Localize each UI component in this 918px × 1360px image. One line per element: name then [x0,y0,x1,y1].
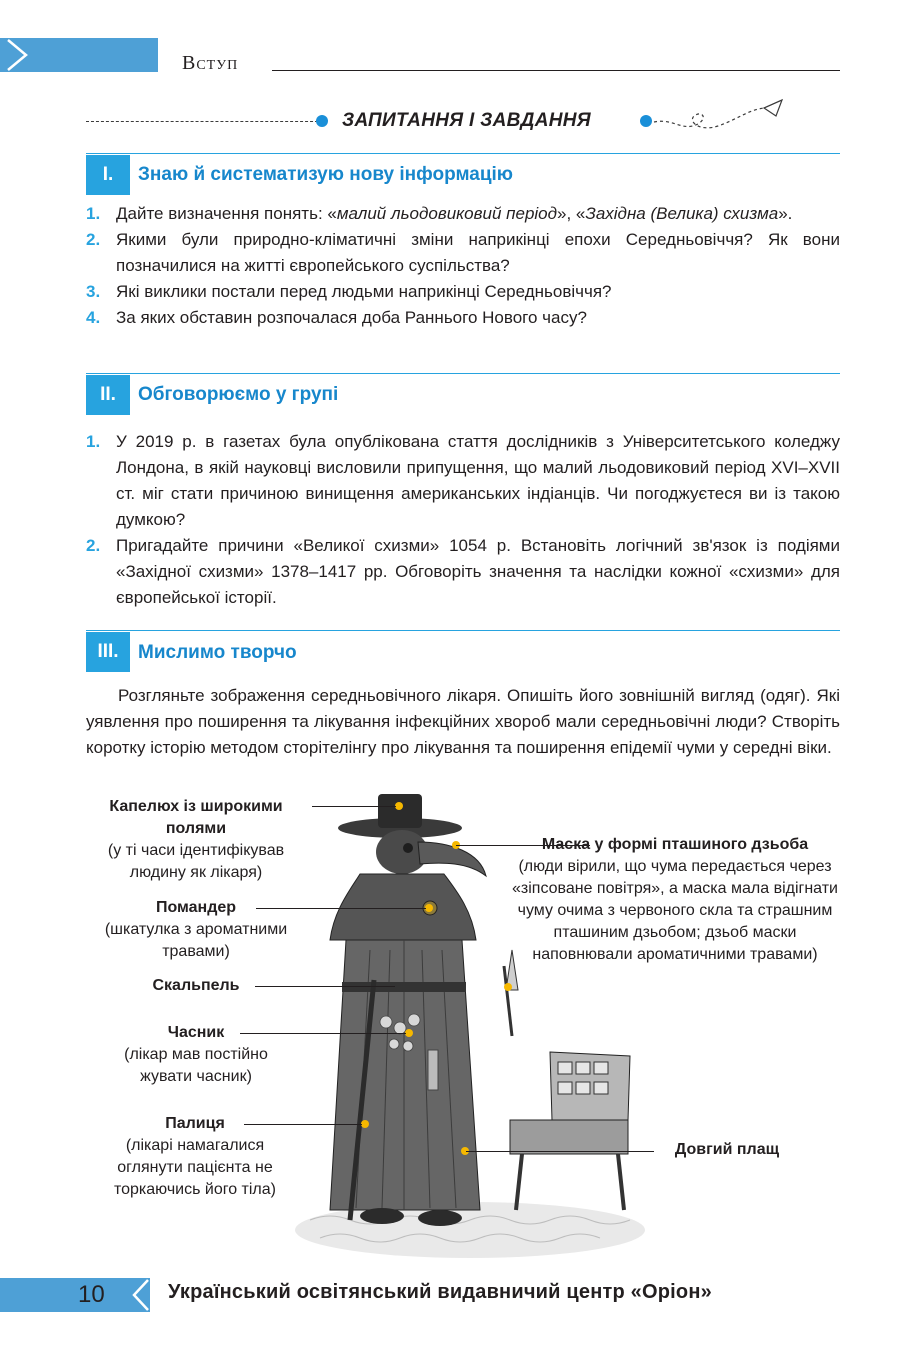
marker-pomander [425,904,433,912]
list-item-text: Дайте визначення понять: «малий льодовиковий період», «Західна (Велика) схизма». [116,204,793,223]
label-garlic-title: Часник [167,1024,225,1041]
chevron-right-icon [0,38,40,72]
marker-hat [395,802,403,810]
label-scalpel [86,975,306,997]
list-item [86,201,840,227]
label-hat-title: Капелюх із широкими полями [109,798,283,837]
list-item-number: 4. [86,308,101,327]
page-number: 10 [78,1281,105,1308]
questions-banner-title: ЗАПИТАННЯ І ЗАВДАННЯ [342,110,591,131]
publisher-name: Український освітянський видавничий центр «Оріон» [168,1281,712,1303]
paper-plane-icon [652,96,792,136]
section-1-list [86,201,840,331]
banner-dot-right [640,115,652,127]
section-2-number: II. [86,375,130,415]
banner-dot-left [316,115,328,127]
list-item-number: 1. [86,432,101,451]
list-item [86,533,840,611]
label-hat-note: (у ті часи ідентифікував людину як лікаря) [107,842,285,881]
chapter-title: Вступ [182,52,239,74]
section-3-rule [86,630,840,631]
label-mask-note: (люди вірили, що чума передається через «зіпсоване повітря», а маска мала відігнати чуму очима з червоного скла та страшним пташиним дзьобом; дзьоб маски наповнювали ароматичними травами) [512,858,838,963]
label-stick-note: (лікарі намагалися оглянути пацієнта не торкаючись його тіла) [113,1137,276,1198]
label-pomander-note: (шкатулка з ароматними травами) [104,921,288,960]
banner-dash-left [86,121,318,122]
list-item [86,429,840,533]
label-garlic [96,1022,296,1088]
list-item-text: Пригадайте причини «Великої схизми» 1054 р. Встановіть логічний зв'язок із подіями «Західної схизми» 1378–1417 рр. Обговоріть значення та наслідки кожної «схизми» для європейської історії. [116,536,840,607]
list-item-number: 2. [86,230,101,249]
section-3-paragraph: Розгляньте зображення середньовічного лікаря. Опишіть його зовнішній вигляд (одяг). Які уявлення про поширення та лікування інфекційних хвороб мали середньовічні люди? Створіть коротку історію методом сторітелінгу про лікування та поширення епідемії чуми у середні віки. [86,686,840,757]
list-item-text: У 2019 р. в газетах була опублікована стаття дослідників з Університетського коледжу Лондона, в якій науковці висловили припущення, що малий льодовиковий період XVI–XVII ст. міг стати причиною винищення американських індіанців. Чи погоджуєтеся ви із такою думкою? [116,432,840,529]
section-2-rule [86,373,840,374]
list-item [86,305,840,331]
list-item [86,227,840,279]
section-1-title: Знаю й систематизую нову інформацію [138,164,514,185]
list-item-text: За яких обставин розпочалася доба Раннього Нового часу? [116,308,587,327]
header-rule [272,70,840,71]
section-3-number: III. [86,632,130,672]
marker-stick [361,1120,369,1128]
marker-garlic [405,1029,413,1037]
chevron-left-icon [128,1278,152,1312]
label-mask-title: Маска у формі пташиного дзьоба [541,836,809,853]
list-item-text: Якими були природно-кліматичні зміни наприкінці епохи Середньовіччя? Як вони позначилися на житті європейського суспільства? [116,230,840,275]
section-1-number: I. [86,155,130,195]
marker-scalpel-hand [504,983,512,991]
section-2-title: Обговорюємо у групі [138,384,339,405]
label-stick [92,1113,298,1201]
list-item-number: 2. [86,536,101,555]
label-cloak-title: Довгий плащ [674,1141,780,1158]
section-3-title: Мислимо творчо [138,642,297,663]
label-pomander-title: Помандер [155,899,237,916]
list-item-number: 3. [86,282,101,301]
section-2-list [86,429,840,611]
label-pomander [86,897,306,963]
section-1-rule [86,153,840,154]
label-scalpel-title: Скальпель [152,977,240,994]
list-item-number: 1. [86,204,101,223]
list-item-text: Які виклики постали перед людьми наприкінці Середньовіччя? [116,282,612,301]
label-cloak [660,1139,794,1161]
label-hat [86,796,306,884]
leader-cloak [466,1151,654,1152]
leader-hat [312,806,396,807]
label-mask [512,834,838,966]
list-item [86,279,840,305]
label-garlic-note: (лікар мав постійно жувати часник) [124,1046,268,1085]
label-stick-title: Палиця [165,1115,225,1132]
